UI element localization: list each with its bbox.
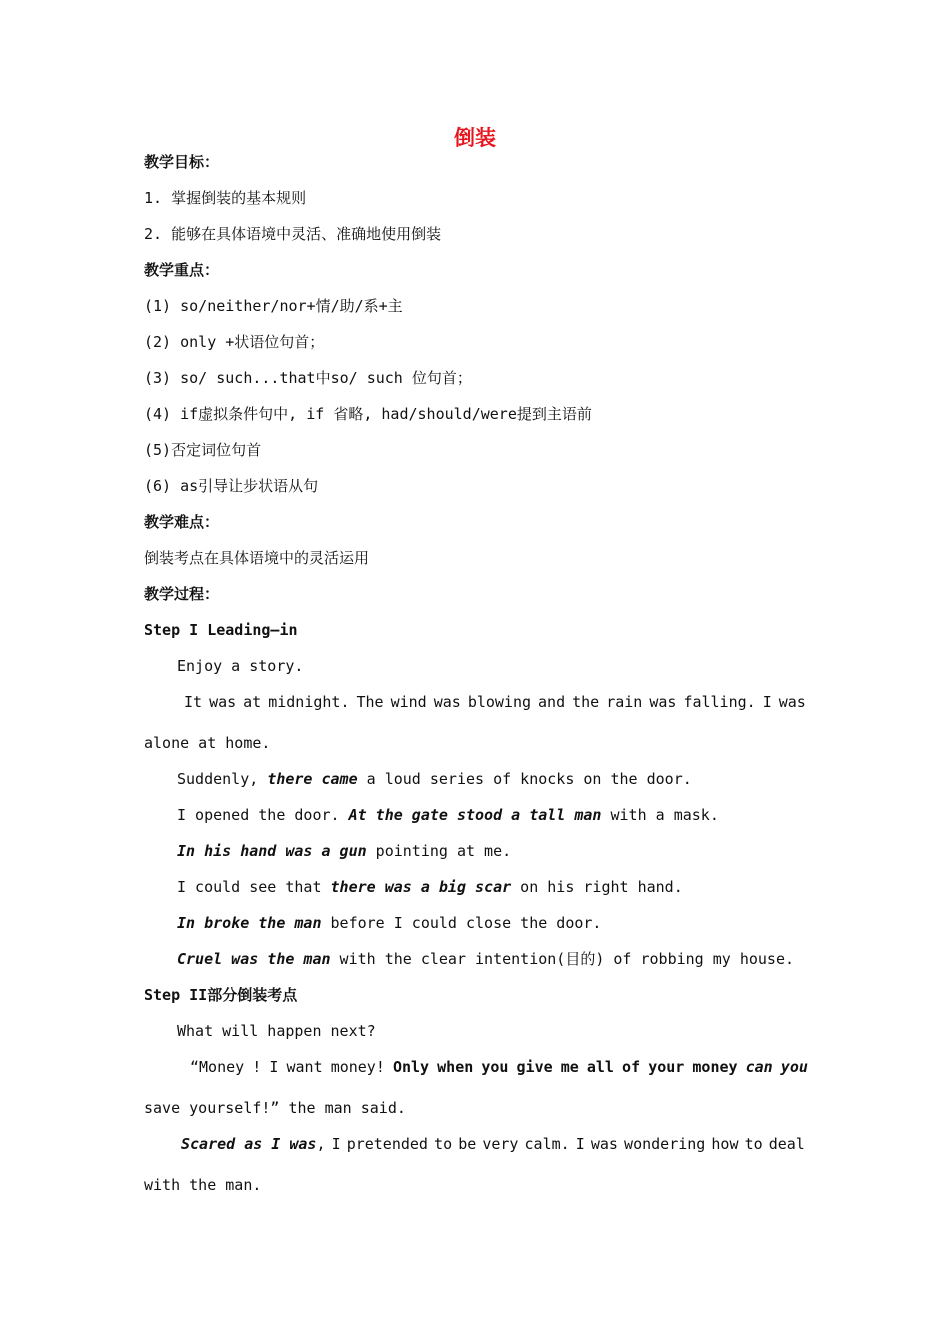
key-point-item: (6) as引导让步状语从句: [144, 477, 319, 495]
word: how: [711, 1135, 739, 1153]
word: I: [331, 1135, 341, 1153]
word: was: [649, 693, 677, 711]
word: your: [648, 1058, 685, 1076]
objective-item: 2. 能够在具体语境中灵活、准确地使用倒装: [144, 225, 442, 243]
story-sentence: [177, 913, 601, 933]
sentence-text: before I could close the door.: [321, 914, 602, 932]
sentence-text: on his right hand.: [511, 878, 683, 896]
word: was: [778, 693, 806, 711]
key-point-item: (1) so/neither/nor+情/助/系+主: [144, 297, 403, 315]
key-point-item: (3) so/ such...that中so/ such 位句首；: [144, 369, 472, 387]
word: blowing: [467, 693, 532, 711]
story-sentence: [177, 805, 719, 825]
word: was: [433, 693, 461, 711]
inverted-phrase: In his hand was a gun: [177, 842, 367, 860]
word: very: [482, 1135, 519, 1153]
word: of: [622, 1058, 641, 1076]
inverted-phrase: In broke the man: [177, 914, 322, 932]
word: to: [744, 1135, 763, 1153]
sentence-text: with a mask.: [601, 806, 719, 824]
dialogue-end: save yourself!” the man said.: [144, 1099, 406, 1117]
word: want: [286, 1058, 323, 1076]
sentence-text: pointing at me.: [366, 842, 512, 860]
key-point-item: (4) if虚拟条件句中, if 省略, had/should/were提到主语前: [144, 405, 592, 423]
word: can: [745, 1058, 773, 1076]
word: pretended: [346, 1135, 428, 1153]
inverted-phrase: At the gate stood a tall man: [348, 806, 602, 824]
word: and: [538, 693, 566, 711]
word: midnight.: [268, 693, 350, 711]
difficulty-heading: 教学难点：: [144, 513, 220, 531]
sentence-text: I opened the door.: [177, 806, 349, 824]
difficulty-text: 倒装考点在具体语境中的灵活运用: [144, 549, 370, 567]
word: !: [252, 1058, 262, 1076]
story-intro: Enjoy a story.: [177, 657, 304, 675]
step2-intro: What will happen next?: [177, 1022, 376, 1040]
story-paragraph-end: alone at home.: [144, 734, 271, 752]
key-points-heading: 教学重点：: [144, 261, 220, 279]
word: It: [184, 693, 203, 711]
word: ,: [316, 1135, 326, 1153]
story-sentence: [177, 877, 683, 897]
word: deal: [768, 1135, 805, 1153]
word: you: [481, 1058, 509, 1076]
word: me: [560, 1058, 579, 1076]
document-title: 倒装: [454, 126, 496, 150]
word: wind: [390, 693, 427, 711]
word: I: [575, 1135, 585, 1153]
word: give: [516, 1058, 553, 1076]
inverted-phrase: there was a big scar: [330, 878, 512, 896]
word: The: [356, 693, 384, 711]
key-point-item: (5)否定词位句首: [144, 441, 262, 459]
story-sentence: [177, 841, 511, 861]
sentence-text: Suddenly,: [177, 770, 268, 788]
inverted-phrase: there came: [267, 770, 358, 788]
objectives-heading: 教学目标：: [144, 153, 220, 171]
word: the: [572, 693, 600, 711]
objective-item: 1. 掌握倒装的基本规则: [144, 189, 307, 207]
inverted-phrase: Cruel was the man: [177, 950, 331, 968]
word: I: [269, 1058, 279, 1076]
step2-heading: Step II部分倒装考点: [144, 986, 298, 1004]
story-paragraph-line: [181, 1134, 805, 1154]
word: to: [434, 1135, 453, 1153]
sentence-text: I could see that: [177, 878, 331, 896]
word: was: [590, 1135, 618, 1153]
step1-heading: Step I Leading—in: [144, 621, 298, 639]
word: be: [458, 1135, 477, 1153]
word: rain: [606, 693, 643, 711]
word: wondering: [624, 1135, 706, 1153]
word: money: [692, 1058, 738, 1076]
word: money!: [330, 1058, 385, 1076]
inverted-phrase: Scared as I was: [181, 1135, 317, 1153]
word: I: [762, 693, 772, 711]
word: falling.: [683, 693, 756, 711]
dialogue-line: [190, 1057, 808, 1077]
word: was: [209, 693, 237, 711]
process-heading: 教学过程：: [144, 585, 220, 603]
word: “Money: [190, 1058, 245, 1076]
sentence-text: with the clear intention(目的) of robbing my house.: [330, 950, 795, 968]
story-paragraph-line: [184, 692, 806, 712]
sentence-text: a loud series of knocks on the door.: [357, 770, 692, 788]
key-point-item: (2) only +状语位句首；: [144, 333, 325, 351]
word-group: [181, 1134, 326, 1154]
word: when: [437, 1058, 474, 1076]
word: calm.: [524, 1135, 570, 1153]
word: you: [780, 1058, 808, 1076]
word: all: [586, 1058, 614, 1076]
story-sentence: [177, 949, 794, 969]
story-sentence: [177, 769, 692, 789]
story-paragraph-end: with the man.: [144, 1176, 262, 1194]
word: at: [243, 693, 262, 711]
word: Only: [392, 1058, 430, 1076]
